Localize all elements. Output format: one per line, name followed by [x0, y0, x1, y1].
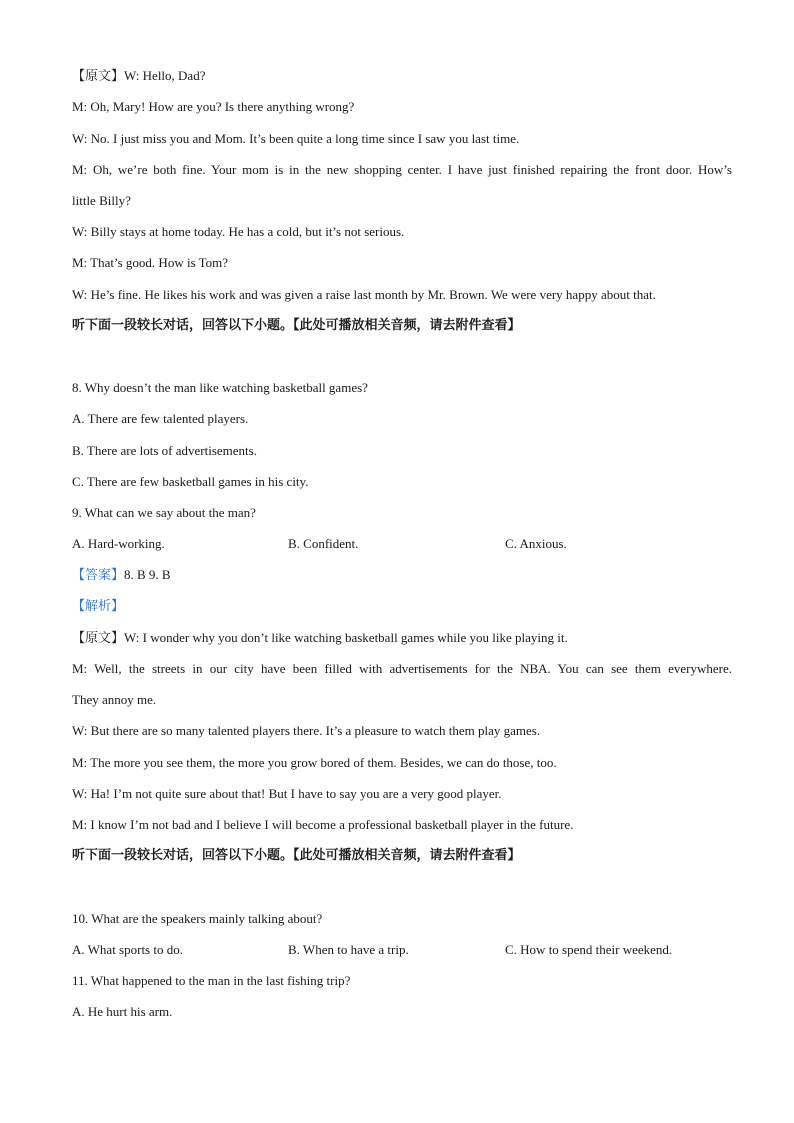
transcript1-line-6: W: Billy stays at home today. He has a cold, but it’s not serious. [72, 224, 405, 239]
source-label-1: 【原文】 [72, 68, 125, 83]
analysis-label: 【解析】 [72, 599, 125, 614]
question-8: 8. Why doesn’t the man like watching basketball games? [72, 380, 368, 395]
answer-line [72, 566, 732, 585]
question-9: 9. What can we say about the man? [72, 505, 256, 520]
transcript1-line-8: W: He’s fine. He likes his work and was given a raise last month by Mr. Brown. We were very happy about that. [72, 287, 656, 302]
question-10: 10. What are the speakers mainly talking about? [72, 911, 323, 926]
q9-option-a: A. Hard-working. [72, 536, 165, 551]
transcript1-line-4: M: Oh, we’re both fine. Your mom is in the new shopping center. I have just finished repairing the front door. How’s [72, 162, 732, 177]
q10-option-c: C. How to spend their weekend. [505, 942, 673, 957]
q9-option-b: B. Confident. [288, 536, 359, 551]
transcript1-line-5: little Billy? [72, 193, 131, 208]
transcript2-line-7: M: I know I’m not bad and I believe I will become a professional basketball player in the future. [72, 817, 574, 832]
answer-label: 【答案】 [72, 568, 125, 583]
q8-option-c: C. There are few basketball games in his city. [72, 474, 309, 489]
q10-option-b: B. When to have a trip. [288, 942, 409, 957]
instruction-1: 听下面一段较长对话，回答以下小题。【此处可播放相关音频，请去附件查看】 [72, 318, 521, 333]
q11-option-a: A. He hurt his arm. [72, 1004, 173, 1019]
transcript1-line-2: M: Oh, Mary! How are you? Is there anything wrong? [72, 99, 355, 114]
transcript1-line-3: W: No. I just miss you and Mom. It’s been quite a long time since I saw you last time. [72, 131, 520, 146]
q8-option-a: A. There are few talented players. [72, 411, 249, 426]
q10-option-a: A. What sports to do. [72, 942, 183, 957]
transcript1-line-7: M: That’s good. How is Tom? [72, 255, 229, 270]
transcript2-line-5: M: The more you see them, the more you grow bored of them. Besides, we can do those, too. [72, 755, 557, 770]
transcript1-text-1: W: Hello, Dad? [124, 68, 206, 83]
q9-option-c: C. Anxious. [505, 536, 567, 551]
transcript1-line-1 [72, 67, 732, 85]
transcript2-text-1: W: I wonder why you don’t like watching basketball games while you like playing it. [124, 630, 568, 645]
question-11: 11. What happened to the man in the last fishing trip? [72, 973, 351, 988]
transcript2-line-6: W: Ha! I’m not quite sure about that! But I have to say you are a very good player. [72, 786, 502, 801]
q8-option-b: B. There are lots of advertisements. [72, 443, 257, 458]
transcript2-line-3: They annoy me. [72, 692, 157, 707]
answer-text: 8. B 9. B [124, 567, 171, 582]
transcript2-line-1 [72, 629, 732, 647]
instruction-2: 听下面一段较长对话，回答以下小题。【此处可播放相关音频，请去附件查看】 [72, 848, 521, 863]
transcript2-line-4: W: But there are so many talented players there. It’s a pleasure to watch them play games. [72, 723, 541, 738]
source-label-2: 【原文】 [72, 630, 125, 645]
transcript2-line-2: M: Well, the streets in our city have been filled with advertisements for the NBA. You can see them everywhere. [72, 661, 732, 676]
